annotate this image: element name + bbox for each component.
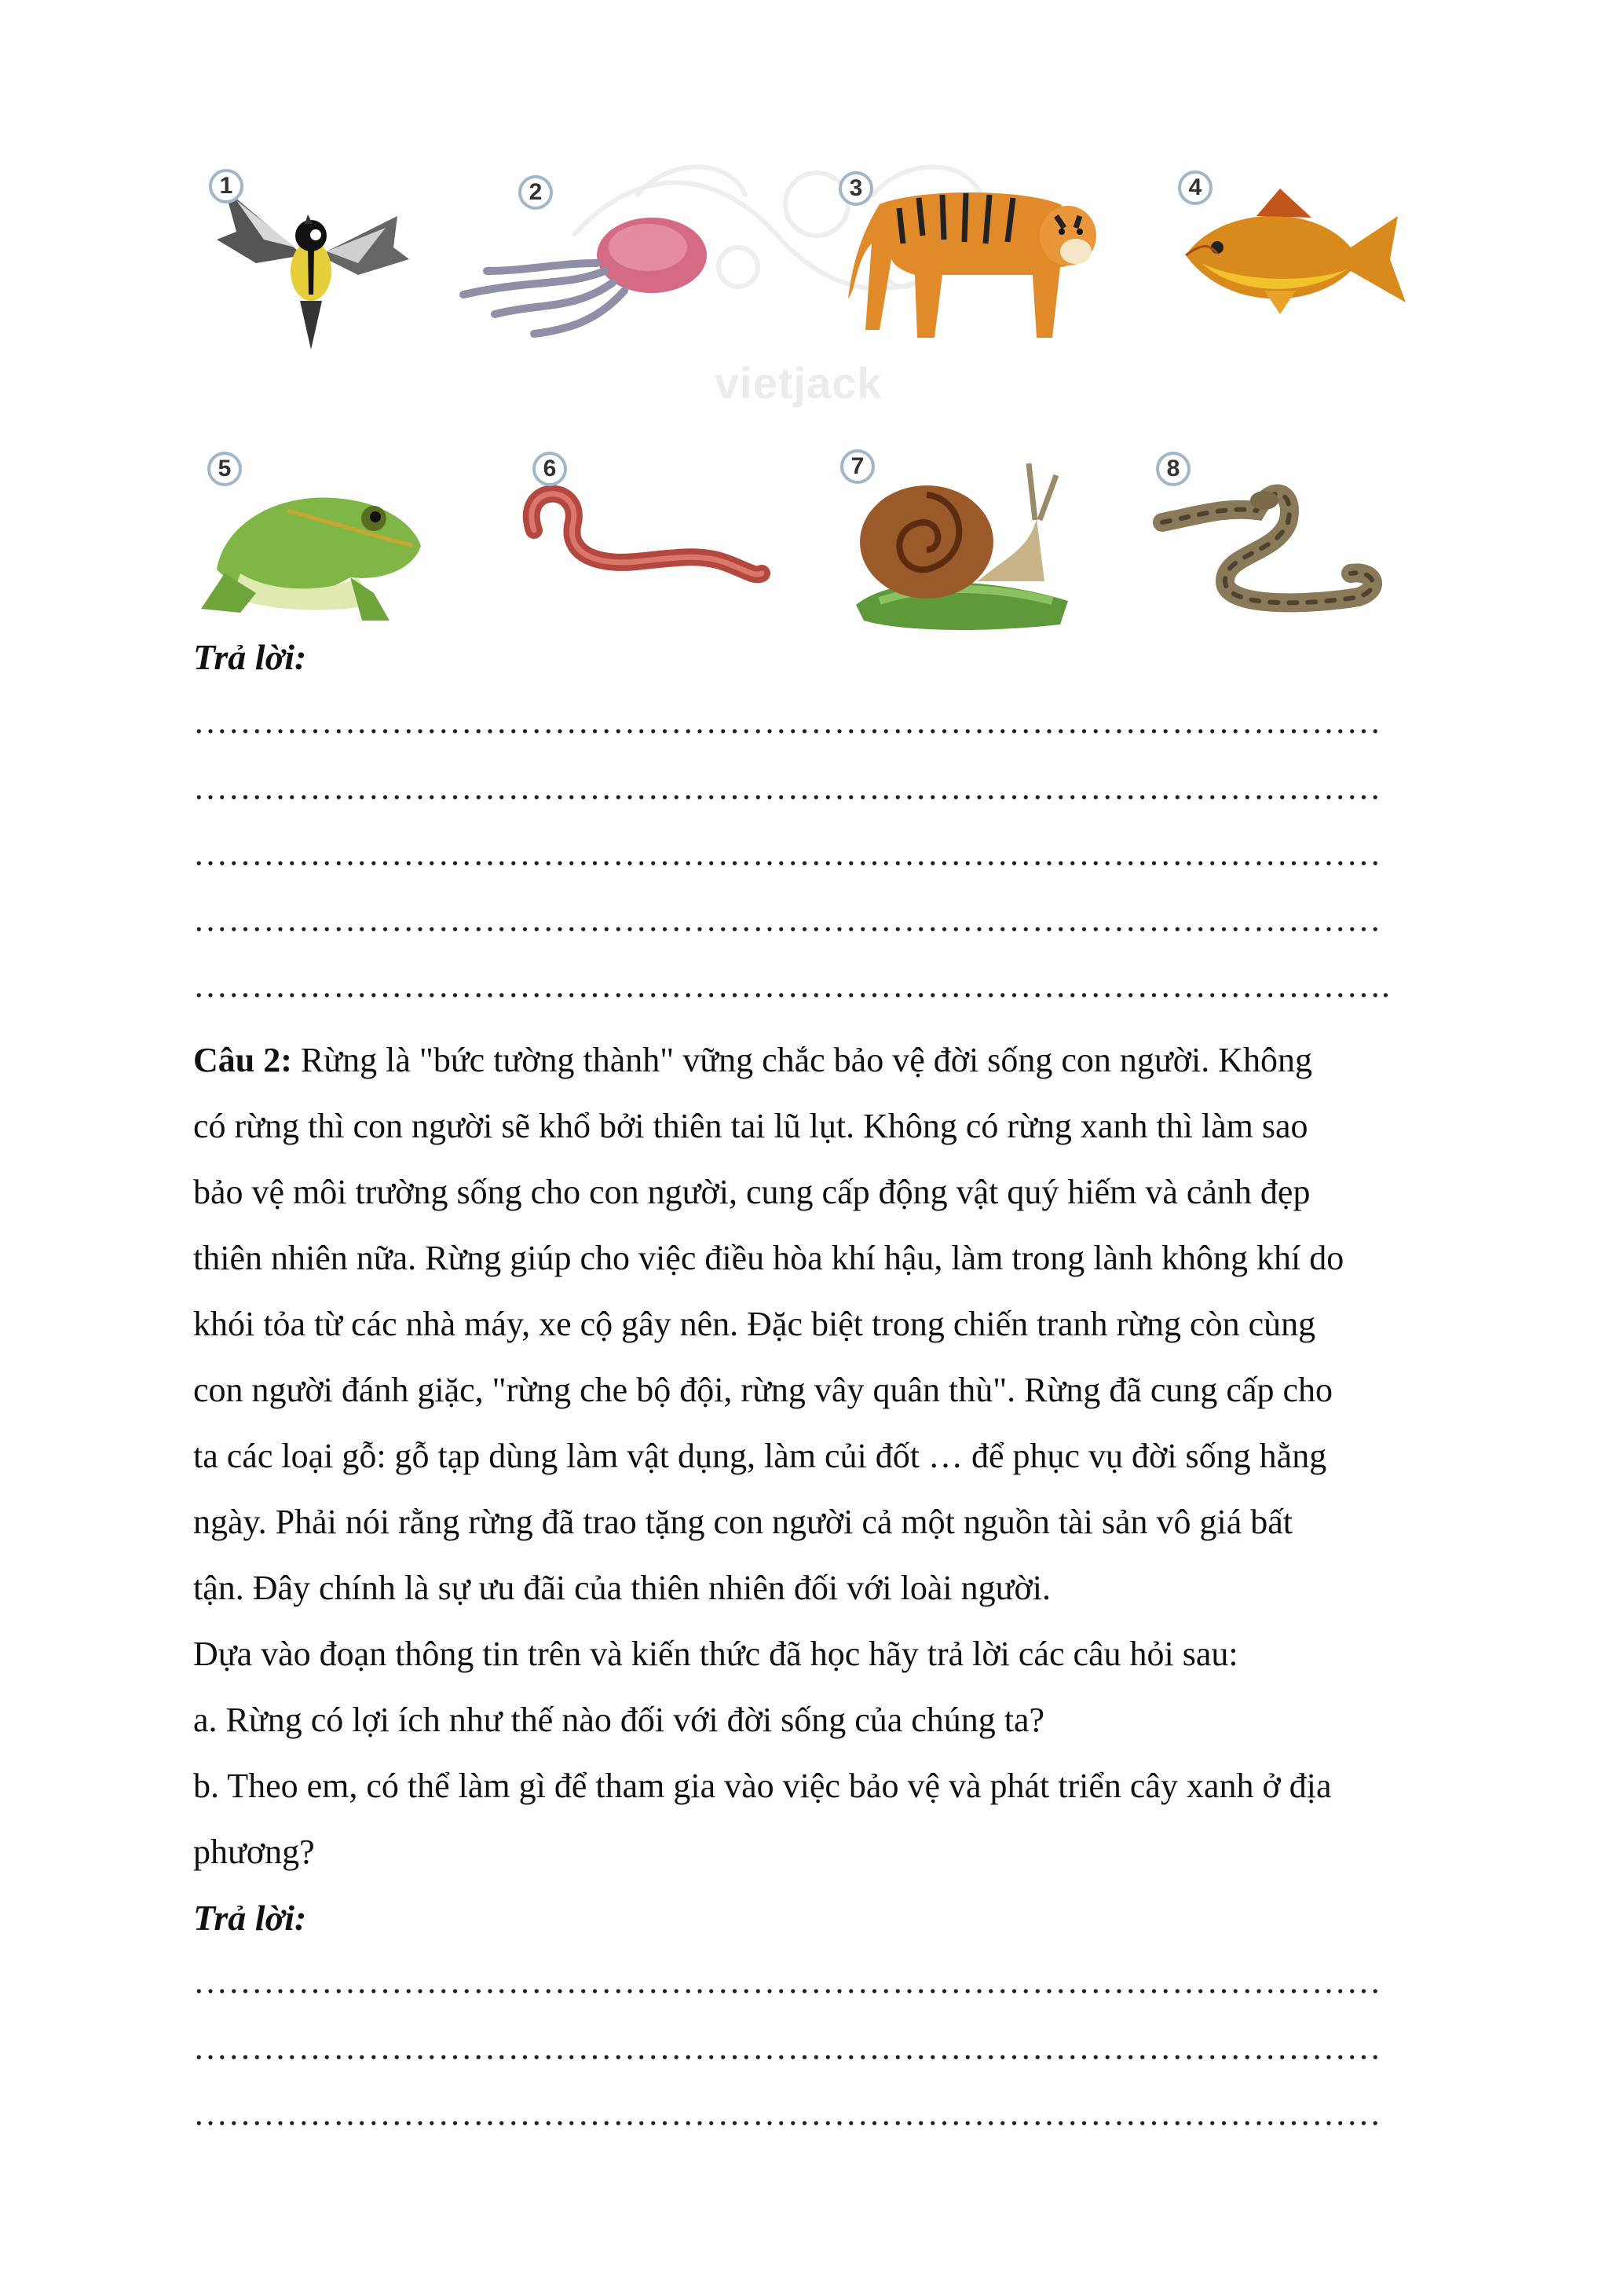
answer-line-1-3: ………………………………………………………………………………………… [193, 834, 1381, 873]
question-2-line-7: ta các loại gỗ: gỗ tạp dùng làm vật dụng, làm củi đốt … để phục vụ đời sống hằng [193, 1437, 1327, 1475]
animal-number-6: 6 [532, 452, 567, 486]
answer-line-2-3: ………………………………………………………………………………………… [193, 2094, 1381, 2133]
question-2-line-2: có rừng thì con người sẽ khổ bởi thiên tai lũ lụt. Không có rừng xanh thì làm sao [193, 1107, 1308, 1145]
question-2-line-5: khói tỏa từ các nhà máy, xe cộ gây nên. Đặc biệt trong chiến tranh rừng còn cùng [193, 1305, 1316, 1343]
animal-number-2: 2 [518, 175, 553, 210]
answer-line-1-4: ………………………………………………………………………………………… [193, 900, 1381, 939]
question-2-line-6: con người đánh giặc, "rừng che bộ đội, rừng vây quân thù". Rừng đã cung cấp cho [193, 1371, 1333, 1409]
answer-label-2: Trả lời: [193, 1898, 307, 1938]
question-2-line-9: tận. Đây chính là sự ưu đãi của thiên nhiên đối với loài người. [193, 1569, 1051, 1607]
animal-number-1: 1 [209, 169, 243, 203]
animal-number-8: 8 [1156, 452, 1191, 486]
animal-6 [518, 436, 777, 648]
animal-number-3: 3 [839, 171, 873, 206]
animal-3 [825, 149, 1123, 361]
question-2-line-4: thiên nhiên nữa. Rừng giúp cho việc điều hòa khí hậu, làm trong lành không khí do [193, 1239, 1344, 1277]
animal-number-4: 4 [1178, 170, 1213, 205]
question-2b-line-1: b. Theo em, có thể làm gì để tham gia vào việc bảo vệ và phát triển cây xanh ở địa [193, 1767, 1332, 1805]
question-2-line-3: bảo vệ môi trường sống cho con người, cung cấp động vật quý hiếm và cảnh đẹp [193, 1173, 1311, 1211]
watermark: vietjack [715, 358, 883, 408]
jellyfish-icon [448, 153, 746, 365]
animal-2 [448, 153, 746, 365]
animal-7 [832, 432, 1099, 644]
animal-number-7: 7 [840, 449, 875, 484]
question-2b-line-2: phương? [193, 1833, 315, 1871]
animal-8 [1139, 436, 1398, 648]
animal-5 [193, 436, 437, 648]
question-2a: a. Rừng có lợi ích như thế nào đối với đời sống của chúng ta? [193, 1701, 1045, 1739]
question-2-instruction: Dựa vào đoạn thông tin trên và kiến thức đã học hãy trả lời các câu hỏi sau: [193, 1635, 1238, 1673]
question-2-line-8: ngày. Phải nói rằng rừng đã trao tặng con người cả một nguồn tài sản vô giá bất [193, 1503, 1293, 1541]
answer-label-1: Trả lời: [193, 637, 307, 677]
answer-line-1-5: …………………………………………………………………………………………. [193, 966, 1391, 1005]
answer-line-2-1: ………………………………………………………………………………………… [193, 1962, 1381, 2001]
animal-number-5: 5 [207, 452, 242, 486]
animal-1 [193, 153, 429, 365]
answer-line-1-2: ………………………………………………………………………………………… [193, 768, 1381, 807]
answer-line-2-2: ………………………………………………………………………………………… [193, 2028, 1381, 2067]
question-2-line-1 [193, 1027, 1469, 1093]
answer-line-1-1: ………………………………………………………………………………………… [193, 702, 1381, 741]
animal-4 [1162, 153, 1429, 365]
question-2-label: Câu 2: [193, 1041, 292, 1079]
question-2-text-1: Rừng là "bức tường thành" vững chắc bảo vệ đời sống con người. Không [300, 1041, 1313, 1079]
